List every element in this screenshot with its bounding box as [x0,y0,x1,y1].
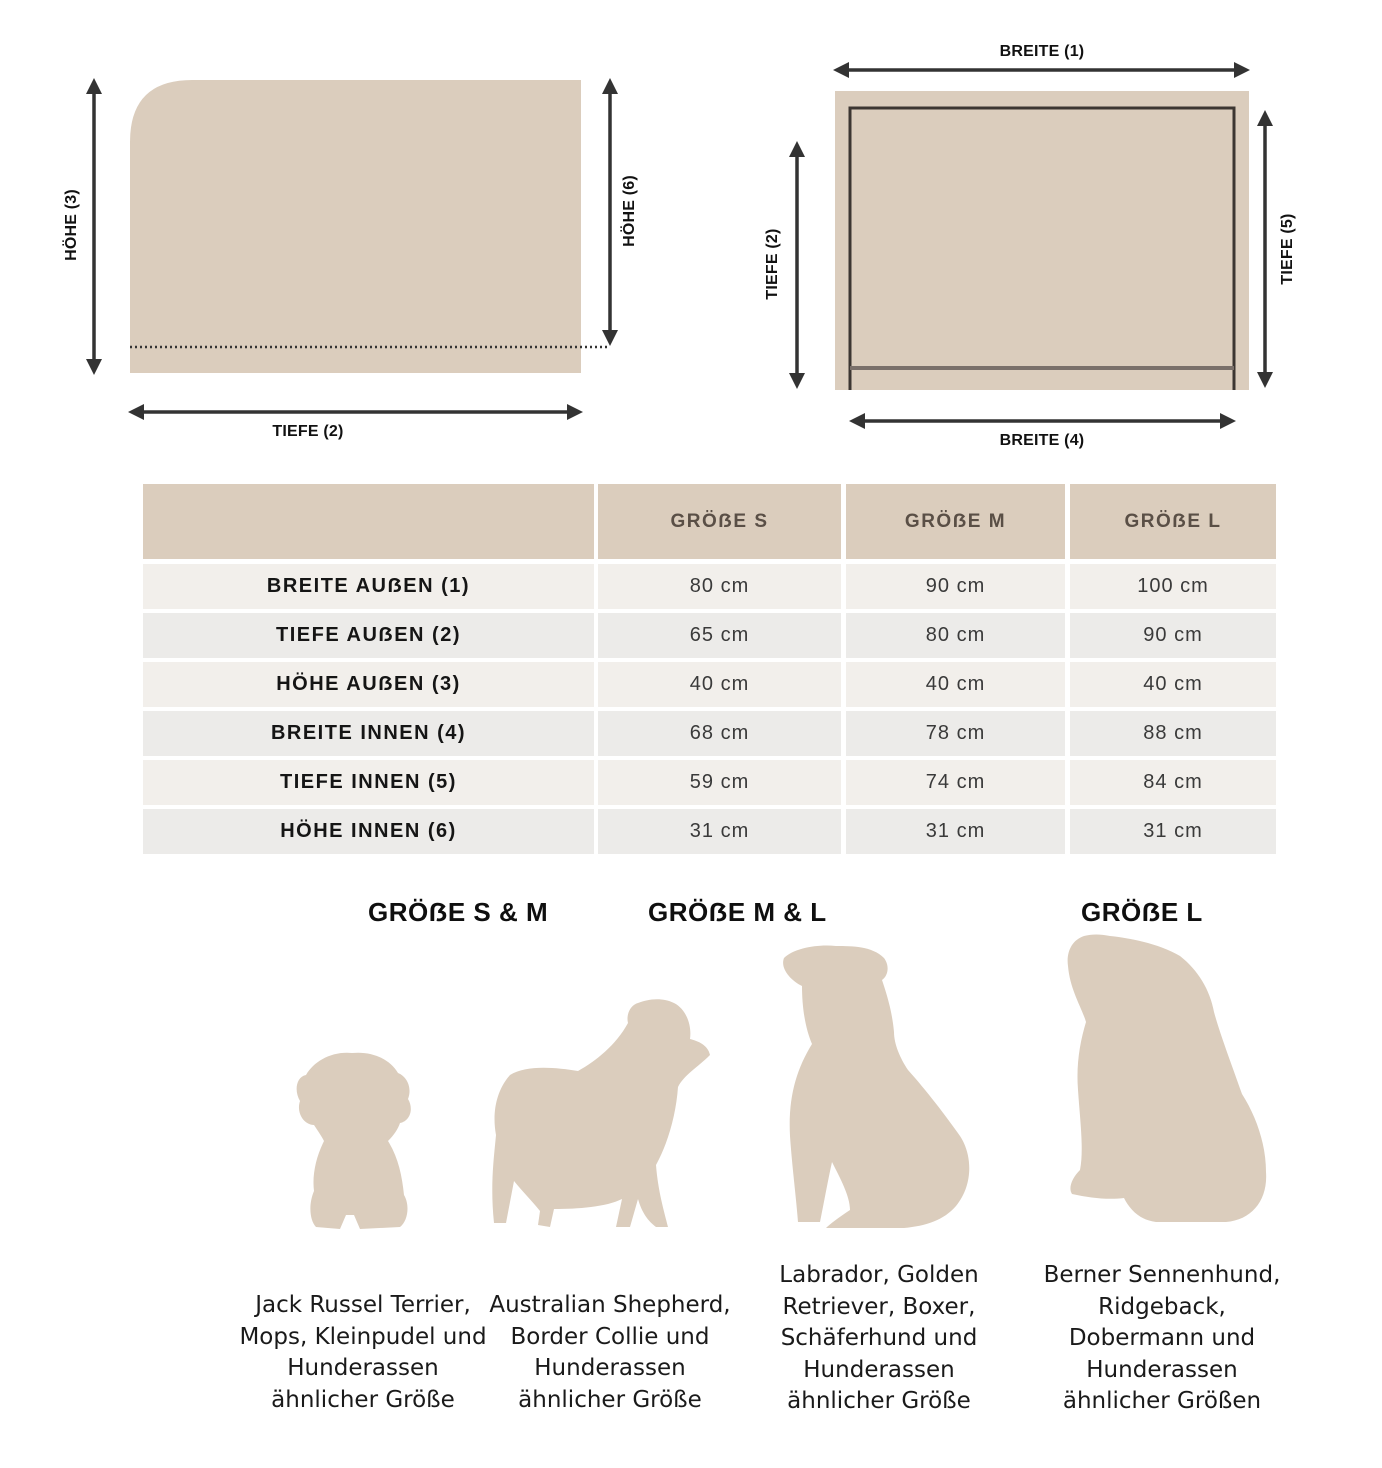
group-title-s-m: GRÖẞE S & M [368,897,549,927]
cell-size-m: 74 cm [846,760,1065,805]
row-label: HÖHE INNEN (6) [143,809,594,854]
cell-size-s: 59 cm [598,760,841,805]
group-title-l: GRÖẞE L [1081,897,1203,927]
cell-size-s: 65 cm [598,613,841,658]
cell-size-l: 90 cm [1070,613,1276,658]
cell-size-s: 40 cm [598,662,841,707]
shepherd-silhouette-icon [488,995,716,1235]
bed-side-shape [130,80,581,373]
side-view-diagram [0,0,1382,470]
table-row [143,711,1276,756]
width-outer-label: BREITE (1) [999,43,1085,60]
cell-size-s: 80 cm [598,564,841,609]
breed-line: Dobermann und [1068,1325,1256,1351]
labrador-silhouette-icon [776,940,976,1232]
row-label: HÖHE AUẞEN (3) [143,662,594,707]
depth-outer-label: TIEFE (2) [764,228,781,300]
header-cell-size-l: GRÖẞE L [1070,484,1276,559]
breed-line: Jack Russel Terrier, [255,1292,471,1318]
breed-line: Hunderassen [1086,1356,1238,1383]
breed-line: Hunderassen [803,1356,955,1383]
table-row [143,662,1276,707]
width-inner-label: BREITE (4) [999,432,1085,449]
breed-line: Border Collie und [510,1323,710,1350]
breed-line: ähnlicher Größe [518,1386,702,1413]
group-title-m-l: GRÖẞE M & L [648,897,827,927]
table-row [143,809,1276,854]
cell-size-l: 88 cm [1070,711,1276,756]
breed-line: Labrador, Golden [779,1262,979,1288]
breed-line: Ridgeback, [1098,1293,1226,1320]
cell-size-m: 31 cm [846,809,1065,854]
depth-label: TIEFE (2) [272,423,344,440]
breed-line: ähnlicher Größe [271,1386,455,1413]
table-row [143,613,1276,658]
bernese-silhouette-icon [1060,930,1272,1226]
cell-size-l: 31 cm [1070,809,1276,854]
breed-line: ähnlicher Größen [1062,1388,1262,1414]
breed-description-small [232,1290,494,1416]
header-cell-size-s: GRÖẞE S [598,484,841,559]
breed-line: Hunderassen [287,1355,439,1381]
header-cell-size-m: GRÖẞE M [846,484,1065,559]
cell-size-l: 100 cm [1070,564,1276,609]
breed-line: Mops, Kleinpudel und [239,1323,487,1350]
breed-description-large [1032,1260,1292,1418]
cell-size-s: 68 cm [598,711,841,756]
cell-size-l: 84 cm [1070,760,1276,805]
breed-line: Retriever, Boxer, [782,1293,976,1320]
breed-line: Berner Sennenhund, [1043,1262,1281,1288]
breed-line: Schäferhund und [780,1325,978,1351]
cell-size-m: 78 cm [846,711,1065,756]
header-cell-empty [143,484,594,559]
cell-size-s: 31 cm [598,809,841,854]
row-label: BREITE AUẞEN (1) [143,564,594,609]
table-header-row [143,484,1276,559]
row-label: TIEFE AUẞEN (2) [143,613,594,658]
bed-top-shape [835,91,1249,390]
poodle-silhouette-icon [290,1045,420,1235]
height-inner-label: HÖHE (6) [621,175,638,247]
breed-line: ähnlicher Größe [787,1388,971,1414]
breed-description-medium [486,1290,734,1416]
table-row [143,564,1276,609]
breed-description-medium-large [760,1260,998,1418]
table-row [143,760,1276,805]
cell-size-m: 40 cm [846,662,1065,707]
height-outer-label: HÖHE (3) [63,189,80,261]
cell-size-l: 40 cm [1070,662,1276,707]
cell-size-m: 90 cm [846,564,1065,609]
breed-line: Hunderassen [534,1355,686,1381]
row-label: BREITE INNEN (4) [143,711,594,756]
row-label: TIEFE INNEN (5) [143,760,594,805]
breed-line: Australian Shepherd, [489,1292,731,1318]
cell-size-m: 80 cm [846,613,1065,658]
depth-inner-label: TIEFE (5) [1279,213,1296,285]
